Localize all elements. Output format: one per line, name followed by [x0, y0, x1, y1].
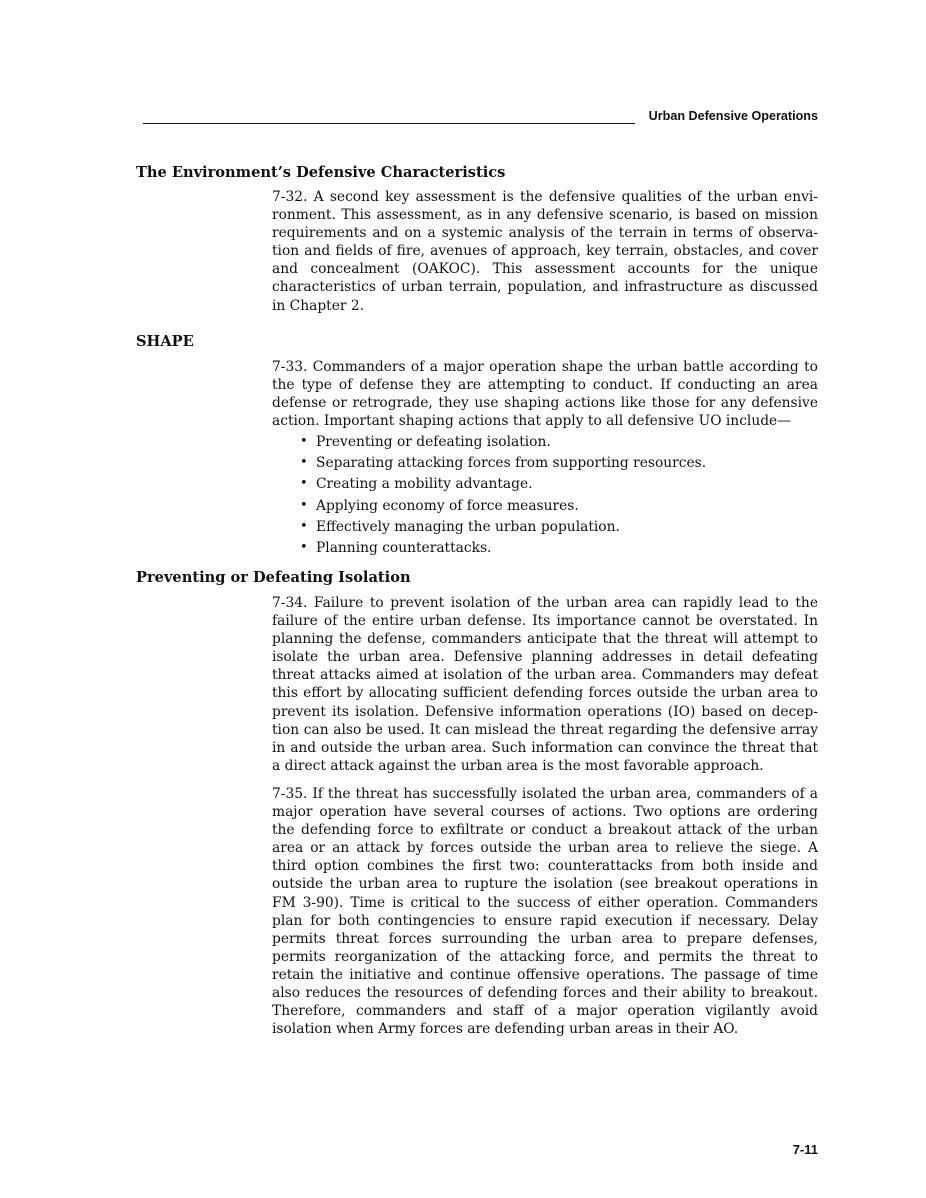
list-item [272, 433, 818, 454]
list-item [272, 497, 818, 518]
section-heading-isolation: Preventing or Defeating Isolation [136, 569, 411, 586]
bullet-glyph: • [300, 476, 308, 492]
list-item-text: Creating a mobility advantage. [316, 476, 533, 493]
paragraph-7-32: 7-32. A second key assessment is the defensive qualities of the urban environment. This assessment, as in any defensive scenario, is based on mission requirements and on a systemic analysis of the terrain in terms of observation and fields of fire, avenues of approach, key terrain, obstacles, and cover and concealment (OAKOC). This assessment accounts for the unique characteristics of urban terrain, population, and infrastructure as discussed in Chapter 2. [272, 189, 818, 314]
section-heading-shape: SHAPE [136, 333, 194, 350]
bullet-glyph: • [300, 455, 308, 471]
paragraph-7-34: 7-34. Failure to prevent isolation of the urban area can rapidly lead to the failure of the entire urban defense. Its importance cannot be overstated. In planning the defense, commanders anticipate that the threat will attempt to isolate the urban area. Defensive planning addresses in detail defeating threat attacks aimed at isolation of the urban area. Commanders may defeat this effort by allocating sufficient defending forces outside the urban area to prevent its isolation. Defensive information operations (IO) based on deception can also be used. It can mislead the threat regarding the defensive array in and outside the urban area. Such information can convince the threat that a direct attack against the urban area is the most favorable approach. [272, 595, 818, 774]
bullet-glyph: • [300, 518, 308, 534]
list-item [272, 518, 818, 539]
bullet-glyph: • [300, 434, 308, 449]
bullet-glyph: • [300, 497, 308, 513]
paragraph-7-33: 7-33. Commanders of a major operation shape the urban battle according to the type of defense they are attempting to conduct. If conducting an area defense or retrograde, they use shaping actions like those for any defensive action. Important shaping actions that apply to all defensive UO include— [272, 359, 818, 430]
shaping-actions-list [272, 433, 818, 560]
list-item [272, 539, 818, 560]
header-rule [143, 123, 635, 124]
running-header [143, 108, 818, 124]
paragraph-7-35: 7-35. If the threat has successfully isolated the urban area, commanders of a major operation have several courses of actions. Two options are ordering the defending force to exfiltrate or conduct a breakout attack of the urban area or an attack by forces outside the urban area to relieve the siege. A third option combines the first two: counterattacks from both inside and outside the urban area to rupture the isolation (see breakout operations in FM 3-90). Time is critical to the success of either operation. Commanders plan for both contingencies to ensure rapid execution if necessary. Delay permits threat forces surrounding the urban area to prepare defenses, permits reorganization of the attacking force, and permits the threat to retain the initiative and continue offensive operations. The passage of time also reduces the resources of defending forces and their ability to breakout. Therefore, commanders and staff of a major operation vigilantly avoid isolation when Army forces are defending urban areas in their AO. [272, 786, 818, 1038]
list-item-text: Separating attacking forces from supporting resources. [316, 455, 707, 472]
list-item [272, 454, 818, 475]
header-title: Urban Defensive Operations [648, 109, 818, 123]
section-heading-environment: The Environment’s Defensive Characteristics [136, 164, 506, 181]
bullet-glyph: • [300, 539, 308, 555]
list-item-text: Applying economy of force measures. [316, 497, 579, 514]
list-item [272, 475, 818, 496]
list-item-text: Effectively managing the urban population. [316, 518, 620, 535]
page-number: 7-11 [792, 1142, 818, 1157]
list-item-text: Planning counterattacks. [316, 539, 492, 556]
list-item-text: Preventing or defeating isolation. [316, 434, 551, 450]
